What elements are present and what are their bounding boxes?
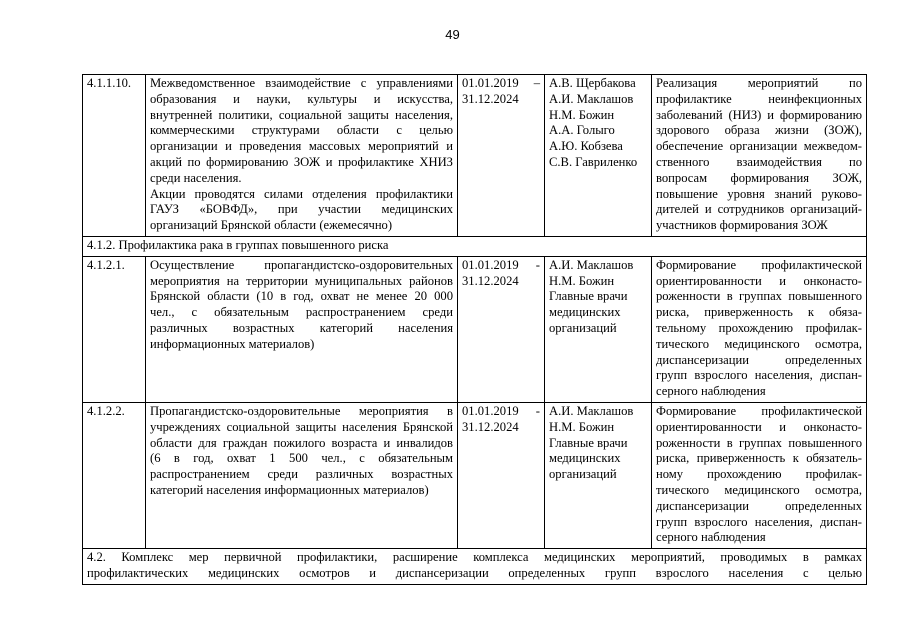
section-title [83, 549, 867, 585]
table-row [83, 256, 867, 402]
desc-line: Пропагандистско-оздоровительные мероприятия в [150, 403, 453, 418]
result-line: здорового образа жизни (ЗОЖ), [656, 123, 862, 138]
row-result [652, 75, 867, 237]
section-header-row [83, 549, 867, 585]
result-line: тического медицинского осмотра, [656, 336, 862, 351]
desc-line: организации и проведения массовых мероприятий и [150, 139, 453, 154]
page-number: 49 [445, 27, 460, 42]
row-description [146, 75, 458, 237]
responsible-person: А.И. Маклашов [549, 91, 634, 106]
table-row [83, 402, 867, 548]
responsible-person: Главные врачи [549, 289, 628, 304]
row-number: 4.1.2.2. [83, 402, 146, 548]
section-line: профилактических медицинских осмотров и диспансеризации определенных групп взрослого населения с целью [87, 565, 862, 580]
desc-line: чел., с обязательным распространением среди [150, 305, 453, 320]
table-row [83, 75, 867, 237]
date-dash: – [533, 76, 540, 90]
row-dates [458, 402, 545, 548]
result-line: тического медицинского осмотра, [656, 482, 862, 497]
section-title: 4.1.2. Профилактика рака в группах повышенного риска [83, 236, 867, 256]
date-start: 01.01.2019 [462, 76, 519, 90]
desc-line: категорий населения информационных материалов) [150, 482, 429, 497]
result-line: роженности в группах повышенного [656, 289, 862, 304]
responsible-person: Главные врачи [549, 435, 628, 450]
date-end: 31.12.2024 [462, 91, 519, 106]
result-line: заболеваний (НИЗ) и формированию [656, 107, 862, 122]
row-number: 4.1.2.1. [83, 256, 146, 402]
responsible-person: А.В. Щербакова [549, 76, 636, 90]
section-header-row [83, 236, 867, 256]
desc-line: акций по формированию ЗОЖ и профилактике ХНИЗ [150, 154, 453, 169]
row-dates [458, 75, 545, 237]
result-line: тельному прохождению профилак- [656, 320, 862, 335]
date-dash: - [535, 257, 540, 272]
result-line: Формирование профилактической [656, 257, 862, 272]
result-line: участников формирования ЗОЖ [656, 218, 828, 233]
desc-line: Осуществление пропагандистско-оздоровительных [150, 257, 453, 272]
result-line: Формирование профилактической [656, 403, 862, 418]
date-end: 31.12.2024 [462, 273, 519, 288]
desc-line: Межведомственное взаимодействие с управлениями [150, 76, 453, 90]
desc-line: образования и науки, культуры и искусства, [150, 91, 453, 106]
row-responsible [545, 75, 652, 237]
responsible-person: А.И. Маклашов [549, 403, 634, 418]
desc-line: учреждениях социальной защиты населения Брянской [150, 419, 453, 434]
responsible-person: медицинских [549, 305, 621, 320]
result-line: дителей и сотрудников организаций- [656, 202, 862, 217]
desc-line: различных возрастных категорий населения [150, 320, 453, 335]
responsible-person: медицинских [549, 451, 621, 466]
section-line: 4.2. Комплекс мер первичной профилактики, расширение комплекса медицинских мероприятий, проводимых в рамках [87, 550, 862, 565]
desc-line: внутренней политики, социальной защиты населения, [150, 107, 453, 122]
result-line: повышение уровня знаний руково- [656, 186, 862, 201]
desc-line: среди населения. [150, 170, 242, 185]
desc-line: (6 в год, охват 1 500 чел., с обязательным [150, 451, 453, 466]
row-responsible [545, 256, 652, 402]
desc-line: распространением среди различных возрастных [150, 467, 453, 482]
responsible-person: Н.М. Божин [549, 107, 615, 122]
result-line: риска, приверженность к обязатель- [656, 451, 862, 466]
responsible-person: организаций [549, 320, 617, 335]
desc-line: Брянской области (10 в год, охват не менее 20 000 [150, 289, 453, 304]
result-line: роженности в группах повышенного [656, 435, 862, 450]
result-line: групп взрослого населения, диспан- [656, 514, 862, 529]
responsible-person: А.И. Маклашов [549, 257, 634, 272]
date-end: 31.12.2024 [462, 419, 519, 434]
result-line: обеспечение организации межведом- [656, 139, 862, 154]
row-description [146, 402, 458, 548]
row-responsible [545, 402, 652, 548]
desc-line: области для граждан пожилого возраста и инвалидов [150, 435, 453, 450]
responsible-person: С.В. Гавриленко [549, 154, 638, 169]
date-dash: - [535, 403, 540, 418]
date-start: 01.01.2019 [462, 403, 519, 418]
row-dates [458, 256, 545, 402]
responsible-person: А.Ю. Кобзева [549, 139, 623, 154]
result-line: серного наблюдения [656, 384, 766, 399]
desc-line: ГАУЗ «БОВФД», при участии медицинских [150, 202, 453, 217]
desc-line: Акции проводятся силами отделения профилактики [150, 186, 453, 201]
responsible-person: Н.М. Божин [549, 419, 615, 434]
result-line: вопросам формирования ЗОЖ, [656, 170, 862, 185]
desc-line: информационных материалов) [150, 336, 315, 351]
result-line: ориентированности и онконасто- [656, 273, 862, 288]
desc-line: организаций Брянской области (ежемесячно) [150, 218, 393, 233]
row-result [652, 256, 867, 402]
result-line: диспансеризации определенных [656, 352, 862, 367]
result-line: риска, приверженность к обяза- [656, 305, 862, 320]
responsible-person: Н.М. Божин [549, 273, 615, 288]
measures-table [82, 74, 867, 585]
result-line: ному прохождению профилак- [656, 467, 862, 482]
result-line: профилактике неинфекционных [656, 91, 862, 106]
responsible-person: организаций [549, 467, 617, 482]
row-number: 4.1.1.10. [83, 75, 146, 237]
responsible-person: А.А. Голыго [549, 123, 615, 138]
result-line: Реализация мероприятий по [656, 76, 862, 90]
result-line: ственного взаимодействия по [656, 154, 862, 169]
row-result [652, 402, 867, 548]
result-line: серного наблюдения [656, 530, 766, 545]
date-start: 01.01.2019 [462, 257, 519, 272]
row-description [146, 256, 458, 402]
result-line: диспансеризации определенных [656, 498, 862, 513]
result-line: групп взрослого населения, диспан- [656, 368, 862, 383]
desc-line: мероприятия на территории муниципальных районов [150, 273, 453, 288]
result-line: ориентированности и онконасто- [656, 419, 862, 434]
desc-line: коммерческими структурами области с целью [150, 123, 453, 138]
